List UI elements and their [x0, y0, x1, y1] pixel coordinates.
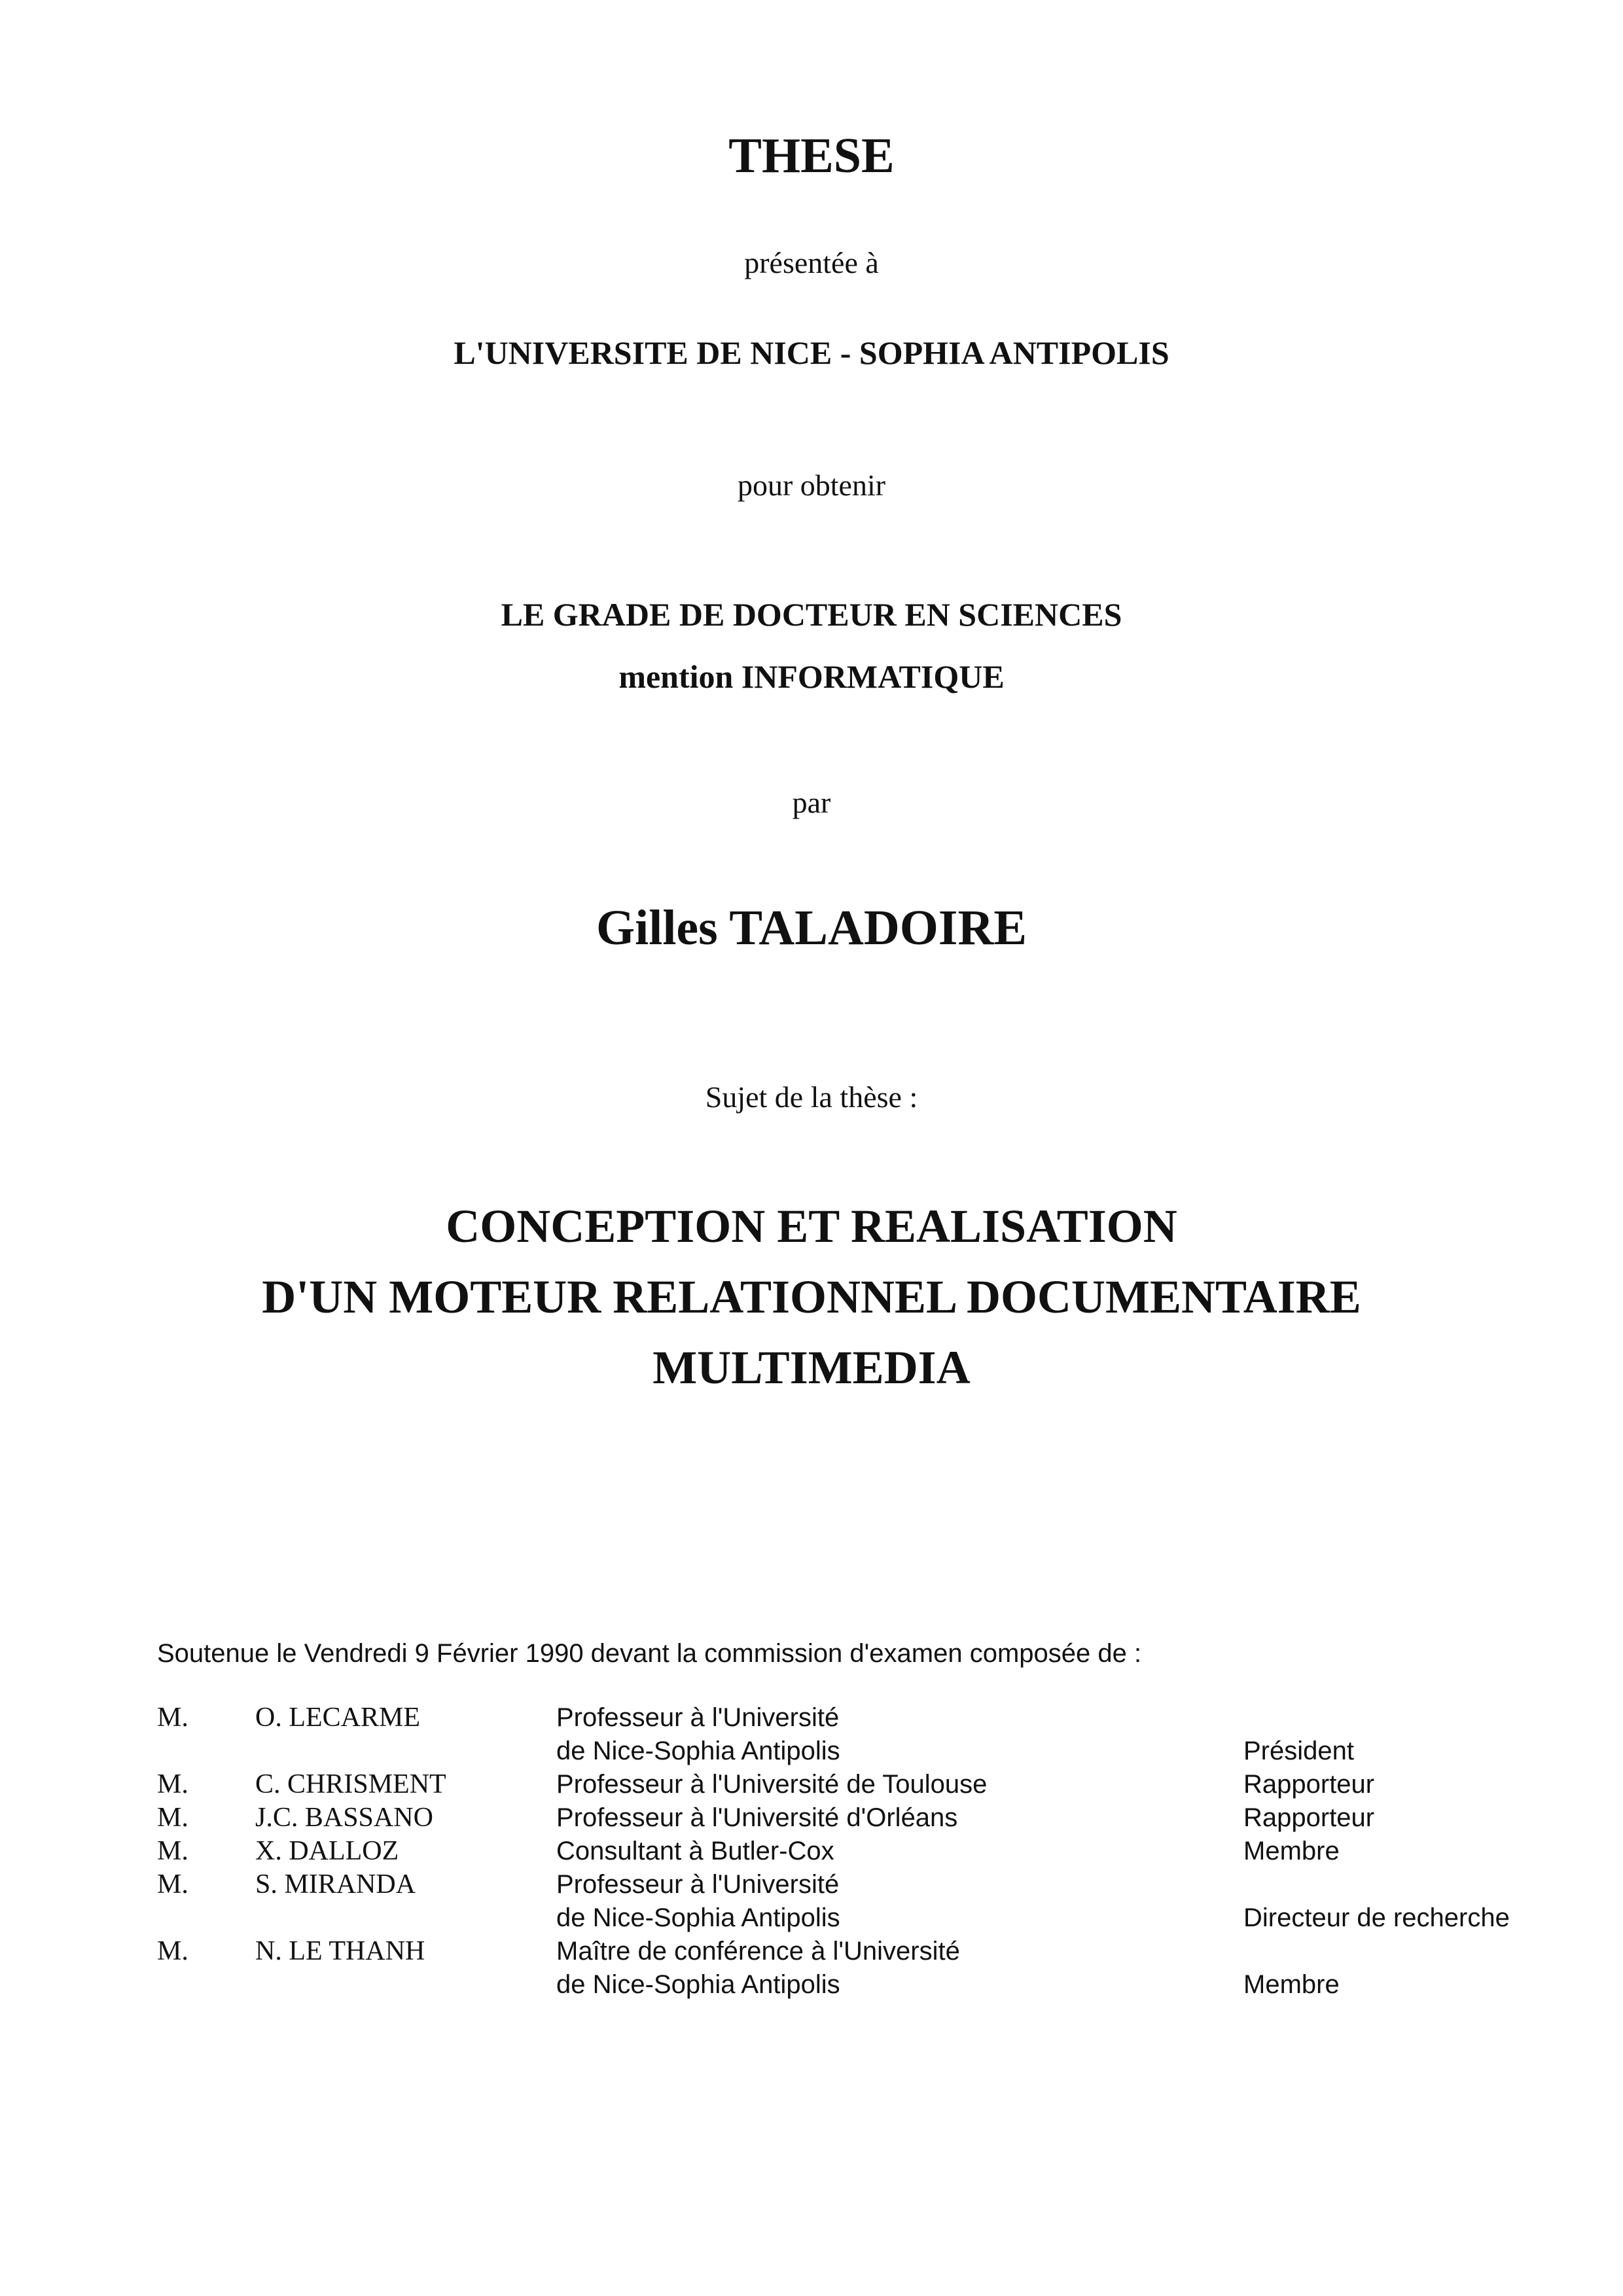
- jury-member-role: Membre: [1243, 1837, 1340, 1865]
- to-obtain-label: pour obtenir: [737, 468, 886, 502]
- thesis-title-line: CONCEPTION ET REALISATION: [446, 1200, 1177, 1252]
- degree-mention: mention INFORMATIQUE: [618, 658, 1005, 695]
- jury-member-role: Membre: [1243, 1970, 1340, 1999]
- author-name: Gilles TALADOIRE: [596, 900, 1027, 955]
- jury-member-title: M.: [157, 1869, 188, 1899]
- jury-member-name: O. LECARME: [255, 1703, 420, 1733]
- jury-member-row: [157, 1935, 1558, 2002]
- jury-member-title: M.: [157, 1769, 188, 1799]
- jury-member-name: X. DALLOZ: [255, 1836, 399, 1866]
- presented-to-label: présentée à: [744, 246, 879, 279]
- jury-member-affiliation: de Nice-Sophia Antipolis: [556, 1737, 840, 1765]
- subject-label: Sujet de la thèse :: [705, 1080, 918, 1114]
- jury-member-title: M.: [157, 1703, 188, 1733]
- jury-member-name: C. CHRISMENT: [255, 1769, 446, 1799]
- document-type-heading: THESE: [728, 128, 895, 183]
- jury-member-row: [157, 1701, 1558, 1768]
- jury-member-role: Rapporteur: [1243, 1803, 1375, 1832]
- jury-member-role: Directeur de recherche: [1243, 1903, 1510, 1932]
- thesis-title-line: MULTIMEDIA: [652, 1341, 971, 1394]
- jury-member-row: [157, 1868, 1558, 1935]
- jury-member-name: N. LE THANH: [255, 1936, 425, 1966]
- jury-member-affiliation: Professeur à l'Université: [556, 1870, 840, 1899]
- degree-name: LE GRADE DE DOCTEUR EN SCIENCES: [501, 596, 1122, 633]
- jury-member-row: [157, 1835, 1558, 1868]
- jury-member-row: [157, 1768, 1558, 1801]
- jury-member-title: M.: [157, 1836, 188, 1866]
- jury-member-role: Président: [1243, 1737, 1354, 1765]
- jury-member-affiliation: de Nice-Sophia Antipolis: [556, 1970, 840, 1999]
- defense-statement: Soutenue le Vendredi 9 Février 1990 devant la commission d'examen composée de :: [157, 1639, 1142, 1668]
- by-label: par: [792, 786, 831, 819]
- jury-member-affiliation: Professeur à l'Université: [556, 1703, 840, 1732]
- jury-member-affiliation: Consultant à Butler-Cox: [556, 1837, 834, 1865]
- thesis-title: [0, 1191, 1623, 1403]
- jury-member-name: S. MIRANDA: [255, 1869, 416, 1899]
- jury-member-affiliation: Maître de conférence à l'Université: [556, 1937, 960, 1966]
- university-name: L'UNIVERSITE DE NICE - SOPHIA ANTIPOLIS: [454, 334, 1169, 371]
- jury-member-role: Rapporteur: [1243, 1770, 1375, 1799]
- jury-member-title: M.: [157, 1936, 188, 1966]
- jury-member-name: J.C. BASSANO: [255, 1803, 433, 1833]
- jury-member-title: M.: [157, 1803, 188, 1833]
- jury-member-row: [157, 1801, 1558, 1835]
- jury-member-affiliation: Professeur à l'Université de Toulouse: [556, 1770, 988, 1799]
- jury-list: [157, 1701, 1558, 2002]
- jury-member-affiliation: de Nice-Sophia Antipolis: [556, 1903, 840, 1932]
- thesis-title-line: D'UN MOTEUR RELATIONNEL DOCUMENTAIRE: [262, 1271, 1361, 1323]
- jury-member-affiliation: Professeur à l'Université d'Orléans: [556, 1803, 958, 1832]
